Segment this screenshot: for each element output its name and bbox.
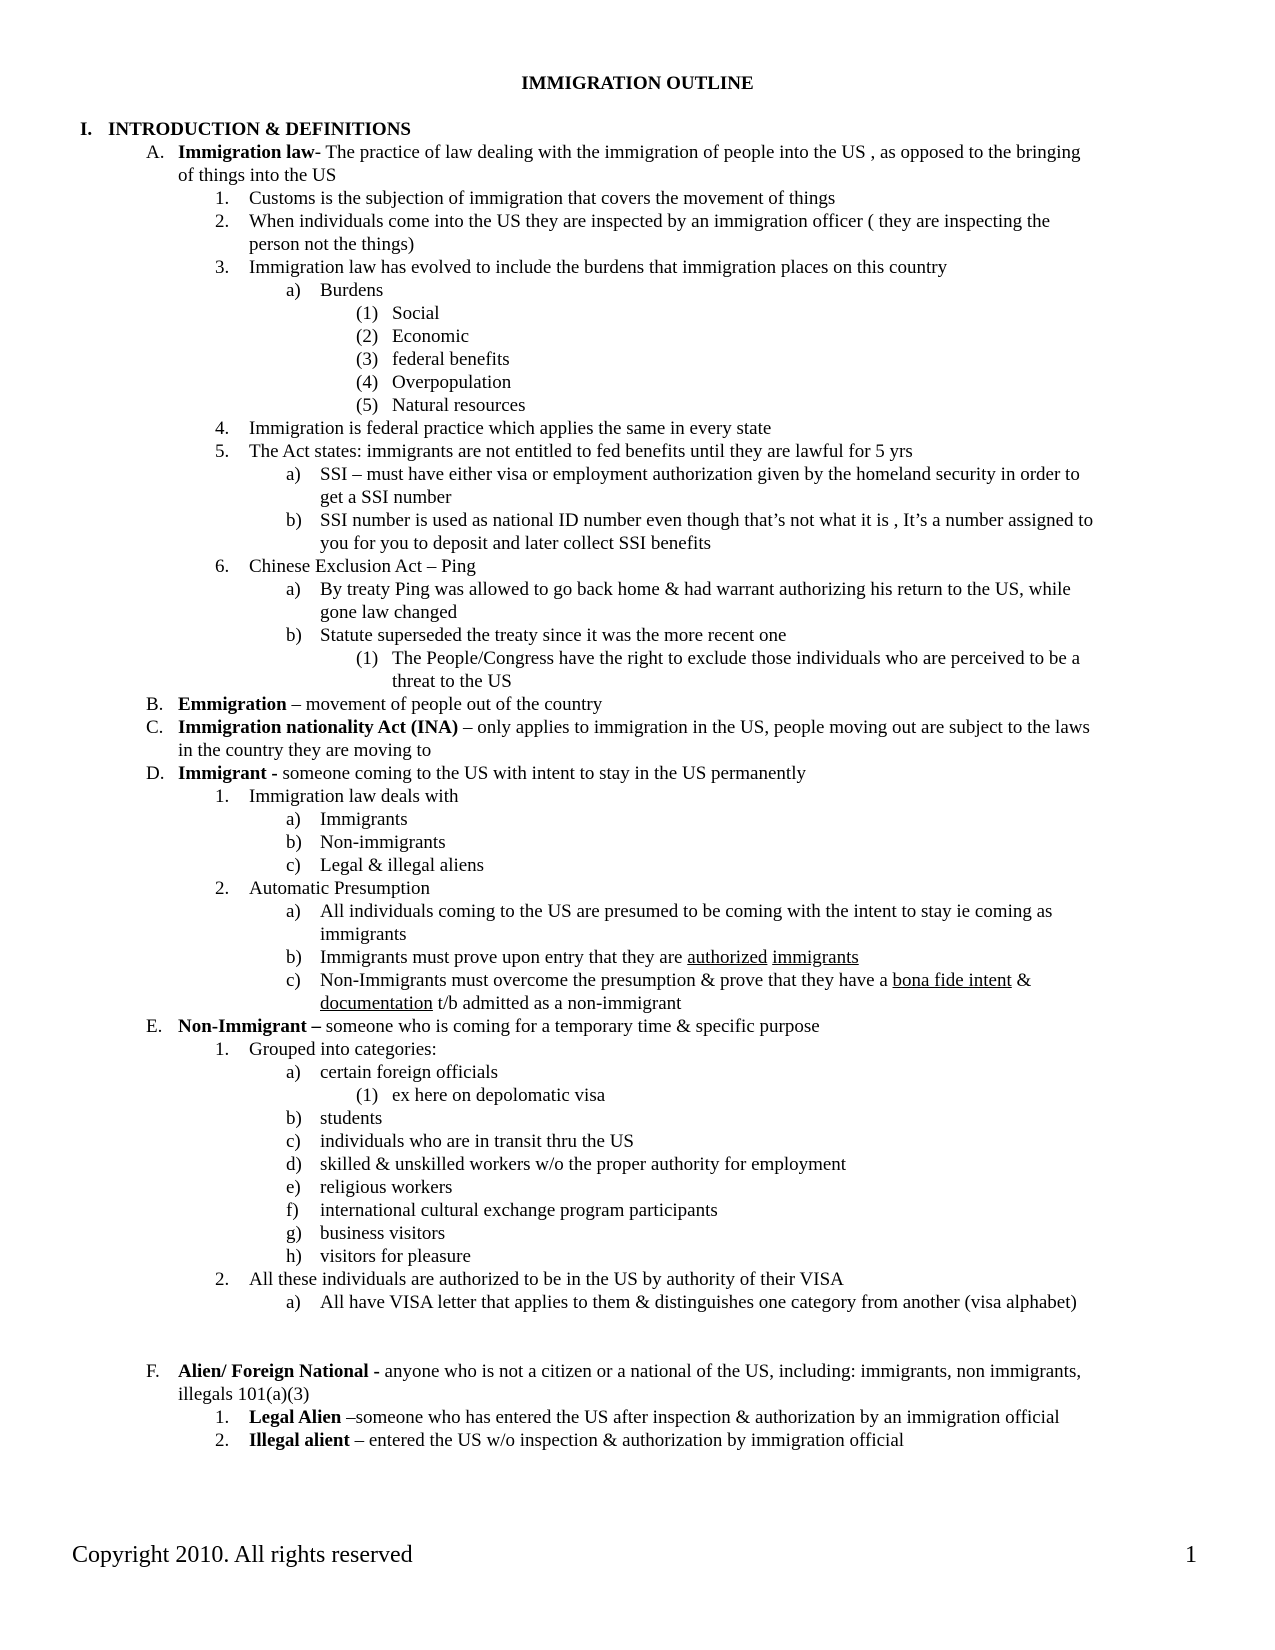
sub-item-continued: you for you to deposit and later collect SSI benefits xyxy=(320,533,711,554)
item-text-continued: of things into the US xyxy=(178,165,337,186)
sub-item-continued: get a SSI number xyxy=(320,487,452,508)
sub-sub-item-continued: threat to the US xyxy=(392,671,512,692)
sub-item-continued: documentation t/b admitted as a non-immigrant xyxy=(320,993,682,1014)
section-title: INTRODUCTION & DEFINITIONS xyxy=(108,119,411,140)
document-title: IMMIGRATION OUTLINE xyxy=(521,73,754,94)
item-text-continued: in the country they are moving to xyxy=(178,740,432,761)
item-text: Immigration law- The practice of law dealing with the immigration of people into the US , as opposed to the bringing xyxy=(178,142,1081,163)
item-text-continued: illegals 101(a)(3) xyxy=(178,1384,310,1405)
sub-item-continued: immigrants xyxy=(320,924,407,945)
copyright-notice: Copyright 2010. All rights reserved xyxy=(72,1542,413,1568)
item-marker: A. xyxy=(146,142,165,163)
list-item-continued: person not the things) xyxy=(249,234,415,255)
section-marker: I. xyxy=(80,119,93,140)
page-number: 1 xyxy=(1185,1542,1197,1568)
sub-item-continued: gone law changed xyxy=(320,602,458,623)
